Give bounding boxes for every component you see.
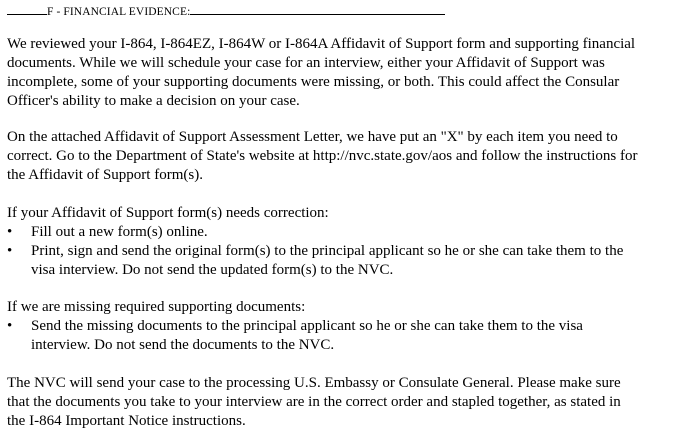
list-item xyxy=(7,223,623,242)
text-line: visa interview. Do not send the updated form(s) to the NVC. xyxy=(31,262,394,278)
paragraph-assessment-letter xyxy=(7,128,637,185)
text-line: We reviewed your I-864, I-864EZ, I-864W or I-864A Affidavit of Support form and supporting financial xyxy=(7,36,636,52)
heading-blank-line-left xyxy=(7,3,47,15)
document-page xyxy=(7,0,675,429)
bullet-icon: • xyxy=(7,243,13,259)
text-line: interview. Do not send the documents to the NVC. xyxy=(31,337,335,353)
text-line: the I-864 Important Notice instructions. xyxy=(7,413,246,429)
text-line: the Affidavit of Support form(s). xyxy=(7,167,203,183)
heading-label: F - FINANCIAL EVIDENCE: xyxy=(47,6,191,18)
text-line: documents. While we will schedule your case for an interview, either your Affidavit of Support was xyxy=(7,55,605,71)
text-line: On the attached Affidavit of Support Assessment Letter, we have put an "X" by each item you need to xyxy=(7,129,618,145)
text-line: correct. Go to the Department of State's website at http://nvc.state.gov/aos and follow the instructions for xyxy=(7,148,638,164)
bullet-icon: • xyxy=(7,224,13,240)
paragraph-review-notice xyxy=(7,35,635,111)
text-line: that the documents you take to your interview are in the correct order and stapled together, as stated in xyxy=(7,394,621,410)
correction-intro: If your Affidavit of Support form(s) needs correction: xyxy=(7,205,329,221)
missing-documents-section xyxy=(7,298,583,355)
heading-blank-line-right xyxy=(190,3,445,15)
correction-section xyxy=(7,204,623,280)
text-line: Send the missing documents to the principal applicant so he or she can take them to the visa xyxy=(31,318,583,334)
section-heading xyxy=(7,3,675,19)
missing-list xyxy=(7,317,583,355)
list-item xyxy=(7,242,623,280)
text-line: Fill out a new form(s) online. xyxy=(31,224,208,240)
text-line: Print, sign and send the original form(s) to the principal applicant so he or she can take them to the xyxy=(31,243,624,259)
bullet-icon: • xyxy=(7,318,13,334)
list-item xyxy=(7,317,583,355)
missing-intro: If we are missing required supporting documents: xyxy=(7,299,306,315)
paragraph-nvc-final xyxy=(7,374,621,431)
correction-list xyxy=(7,223,623,280)
text-line: The NVC will send your case to the processing U.S. Embassy or Consulate General. Please make sure xyxy=(7,375,621,391)
text-line: incomplete, some of your supporting documents were missing, or both. This could affect the Consular xyxy=(7,74,620,90)
text-line: Officer's ability to make a decision on your case. xyxy=(7,93,300,109)
